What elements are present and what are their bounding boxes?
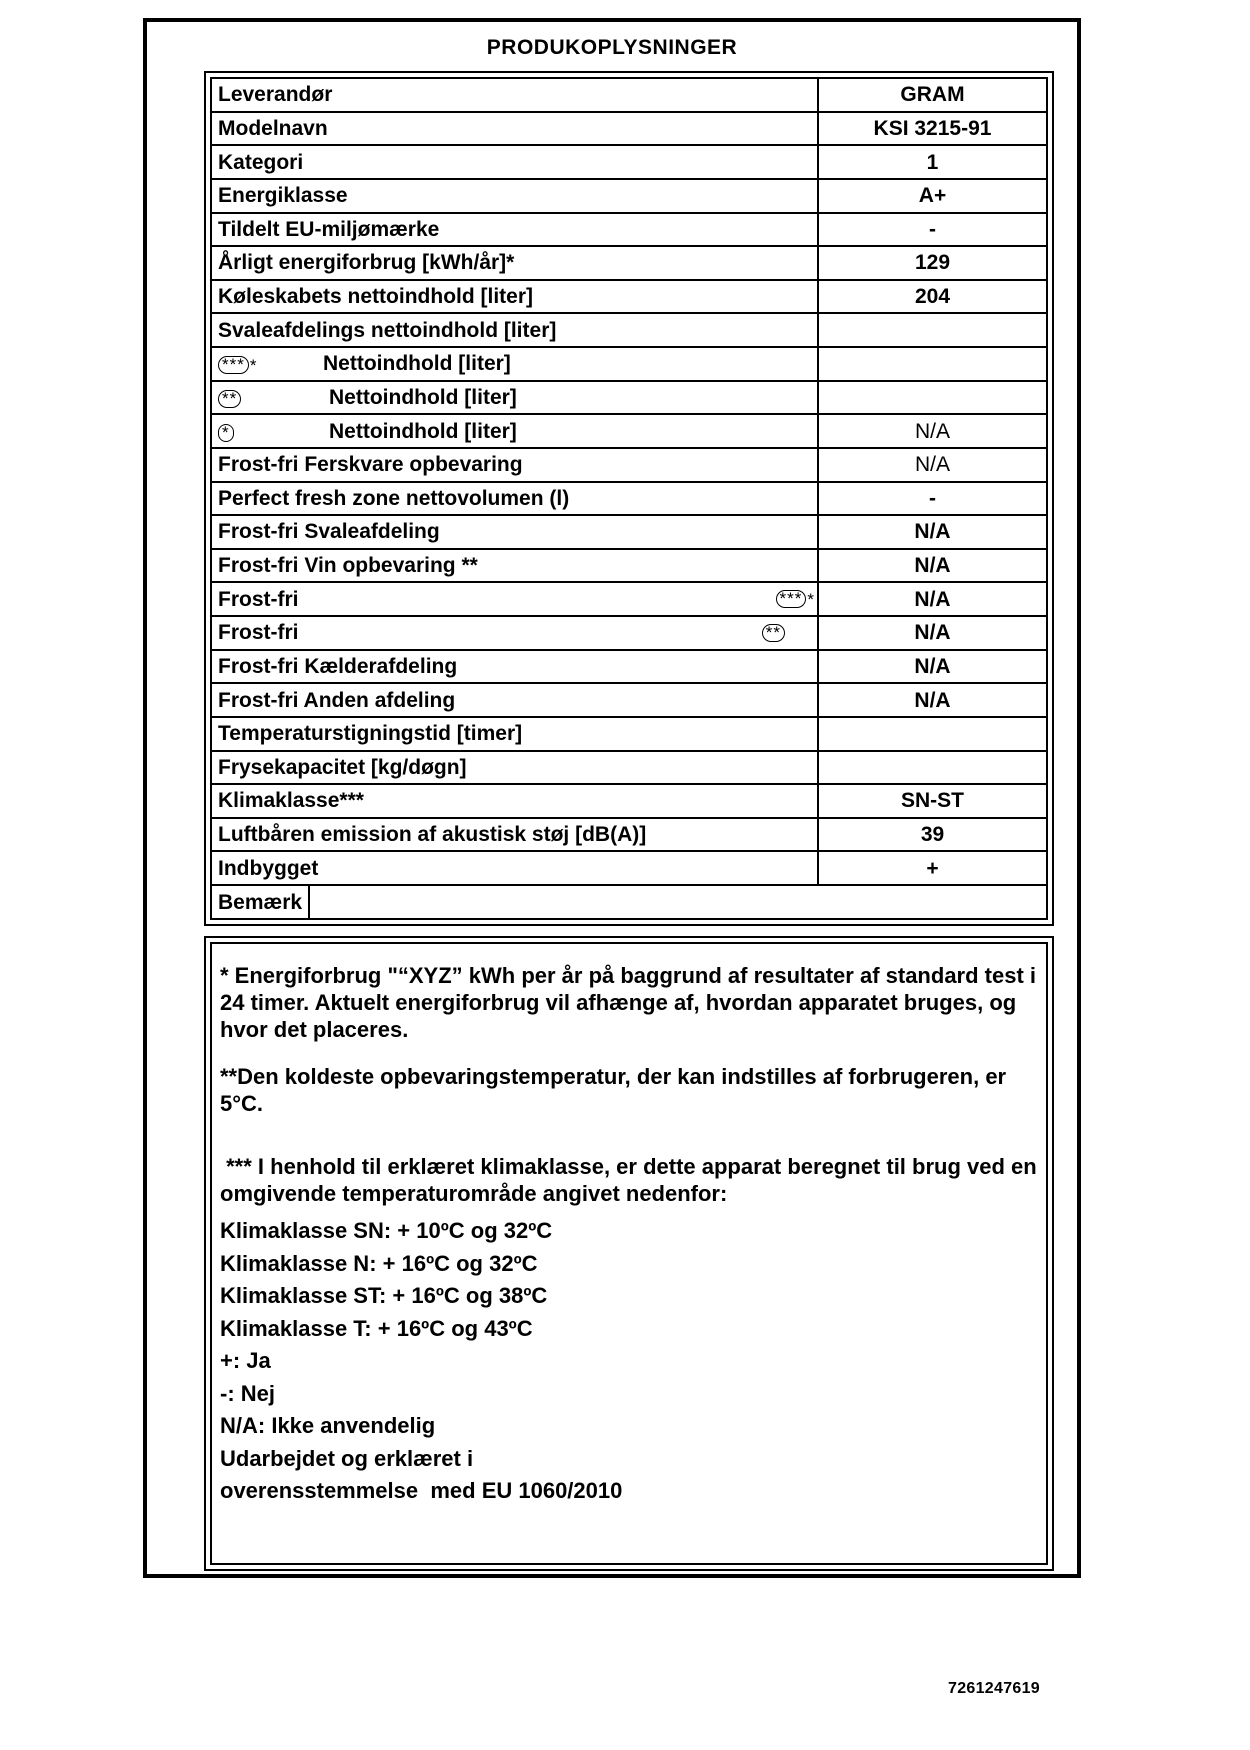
row-label: Frost-fri Ferskvare opbevaring bbox=[211, 448, 818, 482]
row-label-text: Frost-fri bbox=[218, 621, 299, 645]
row-label-one-star bbox=[211, 414, 818, 448]
row-label: Klimaklasse*** bbox=[211, 784, 818, 818]
row-label: Frost-fri Vin opbevaring ** bbox=[211, 549, 818, 583]
row-label-text: Nettoindhold [liter] bbox=[323, 352, 511, 376]
note-line: Klimaklasse SN: + 10ºC og 32ºC bbox=[220, 1218, 553, 1243]
sheet-title: PRODUKOPLYSNINGER bbox=[486, 36, 738, 59]
spec-table bbox=[210, 77, 1048, 920]
row-label-frostfri-four-star bbox=[211, 582, 818, 616]
row-label: Frost-fri Kælderafdeling bbox=[211, 650, 818, 684]
four-star-compartment-icon: *** * bbox=[776, 590, 815, 608]
two-star-compartment-icon: ** bbox=[762, 624, 785, 642]
row-value: N/A bbox=[818, 582, 1047, 616]
table-row bbox=[211, 549, 1047, 583]
row-value: N/A bbox=[818, 448, 1047, 482]
row-value bbox=[818, 717, 1047, 751]
row-value: GRAM bbox=[818, 78, 1047, 112]
note-line: N/A: Ikke anvendelig bbox=[220, 1413, 436, 1438]
row-label: Tildelt EU-miljømærke bbox=[211, 213, 818, 247]
spec-table-frame bbox=[204, 71, 1054, 926]
table-row bbox=[211, 751, 1047, 785]
row-label: Leverandør bbox=[211, 78, 818, 112]
row-label-text: Nettoindhold [liter] bbox=[329, 385, 517, 409]
note-line: Udarbejdet og erklæret i bbox=[220, 1445, 474, 1471]
row-value: 129 bbox=[818, 246, 1047, 280]
notes-frame bbox=[204, 936, 1054, 1571]
row-value bbox=[818, 751, 1047, 785]
row-value: SN-ST bbox=[818, 784, 1047, 818]
table-row bbox=[211, 818, 1047, 852]
row-label: Svaleafdelings nettoindhold [liter] bbox=[211, 313, 818, 347]
note-line: Klimaklasse T: + 16ºC og 43ºC bbox=[220, 1315, 533, 1341]
row-label: Årligt energiforbrug [kWh/år]* bbox=[211, 246, 818, 280]
note-line: overensstemmelse med EU 1060/2010 bbox=[220, 1478, 623, 1503]
table-row bbox=[211, 347, 1047, 381]
table-row bbox=[211, 78, 1047, 112]
row-label: Temperaturstigningstid [timer] bbox=[211, 717, 818, 751]
row-value: - bbox=[818, 482, 1047, 516]
row-value: KSI 3215-91 bbox=[818, 112, 1047, 146]
notes-content bbox=[210, 942, 1048, 1565]
row-label: Luftbåren emission af akustisk støj [dB(A)] bbox=[211, 818, 818, 852]
row-label-four-star bbox=[211, 347, 818, 381]
two-star-compartment-icon: ** bbox=[218, 390, 241, 408]
remark-row bbox=[211, 885, 1047, 919]
document-number: 7261247619 bbox=[948, 1680, 1040, 1697]
table-row bbox=[211, 683, 1047, 717]
row-label: Frost-fri Anden afdeling bbox=[211, 683, 818, 717]
row-value: 204 bbox=[818, 280, 1047, 314]
row-label: Køleskabets nettoindhold [liter] bbox=[211, 280, 818, 314]
note-line: -: Nej bbox=[220, 1380, 275, 1406]
note-line: Klimaklasse N: + 16ºC og 32ºC bbox=[220, 1250, 538, 1276]
row-value: N/A bbox=[818, 650, 1047, 684]
table-row bbox=[211, 616, 1047, 650]
row-value: - bbox=[818, 213, 1047, 247]
note-line: +: Ja bbox=[220, 1348, 271, 1373]
row-value: 39 bbox=[818, 818, 1047, 852]
row-value: A+ bbox=[818, 179, 1047, 213]
remark-label: Bemærk bbox=[212, 886, 310, 918]
note-coldest-temperature: **Den koldeste opbevaringstemperatur, der kan indstilles af forbrugeren, er 5°C. bbox=[220, 1064, 1007, 1116]
row-label-text: Frost-fri bbox=[218, 587, 299, 611]
row-label: Frost-fri Svaleafdeling bbox=[211, 515, 818, 549]
row-value: N/A bbox=[818, 549, 1047, 583]
one-star-compartment-icon: * bbox=[218, 424, 234, 442]
row-value: N/A bbox=[818, 414, 1047, 448]
table-row bbox=[211, 246, 1047, 280]
row-label: Perfect fresh zone nettovolumen (l) bbox=[211, 482, 818, 516]
row-value: N/A bbox=[818, 616, 1047, 650]
row-label: Modelnavn bbox=[211, 112, 818, 146]
remark-cell bbox=[211, 885, 1047, 919]
row-value: + bbox=[818, 851, 1047, 885]
row-value bbox=[818, 347, 1047, 381]
table-row bbox=[211, 851, 1047, 885]
four-star-compartment-icon: *** * bbox=[218, 356, 257, 374]
table-row bbox=[211, 515, 1047, 549]
table-row bbox=[211, 112, 1047, 146]
table-row bbox=[211, 650, 1047, 684]
table-row bbox=[211, 717, 1047, 751]
table-row bbox=[211, 313, 1047, 347]
row-label: Frysekapacitet [kg/døgn] bbox=[211, 751, 818, 785]
note-energy-consumption: * Energiforbrug "“XYZ” kWh per år på baggrund af resultater af standard test i 24 timer. Aktuelt energiforbrug vil afhænge af, hvordan apparatet bruges, og hvor det placeres. bbox=[220, 963, 1037, 1042]
table-row bbox=[211, 179, 1047, 213]
row-label: Energiklasse bbox=[211, 179, 818, 213]
table-row bbox=[211, 145, 1047, 179]
row-value: N/A bbox=[818, 515, 1047, 549]
row-label-frostfri-two-star bbox=[211, 616, 818, 650]
table-row bbox=[211, 784, 1047, 818]
row-value bbox=[818, 381, 1047, 415]
table-row bbox=[211, 414, 1047, 448]
row-value: 1 bbox=[818, 145, 1047, 179]
table-row bbox=[211, 448, 1047, 482]
table-row bbox=[211, 381, 1047, 415]
row-label: Kategori bbox=[211, 145, 818, 179]
table-row bbox=[211, 582, 1047, 616]
note-climate-class: *** I henhold til erklæret klimaklasse, er dette apparat beregnet til brug ved en omgivende temperaturområde angivet nedenfor: bbox=[220, 1154, 1043, 1206]
note-line: Klimaklasse ST: + 16ºC og 38ºC bbox=[220, 1283, 548, 1308]
row-label-two-star bbox=[211, 381, 818, 415]
table-row bbox=[211, 482, 1047, 516]
row-label: Indbygget bbox=[211, 851, 818, 885]
row-value: N/A bbox=[818, 683, 1047, 717]
row-label-text: Nettoindhold [liter] bbox=[329, 419, 517, 443]
table-row bbox=[211, 213, 1047, 247]
product-info-sheet bbox=[143, 18, 1081, 1578]
table-row bbox=[211, 280, 1047, 314]
row-value bbox=[818, 313, 1047, 347]
